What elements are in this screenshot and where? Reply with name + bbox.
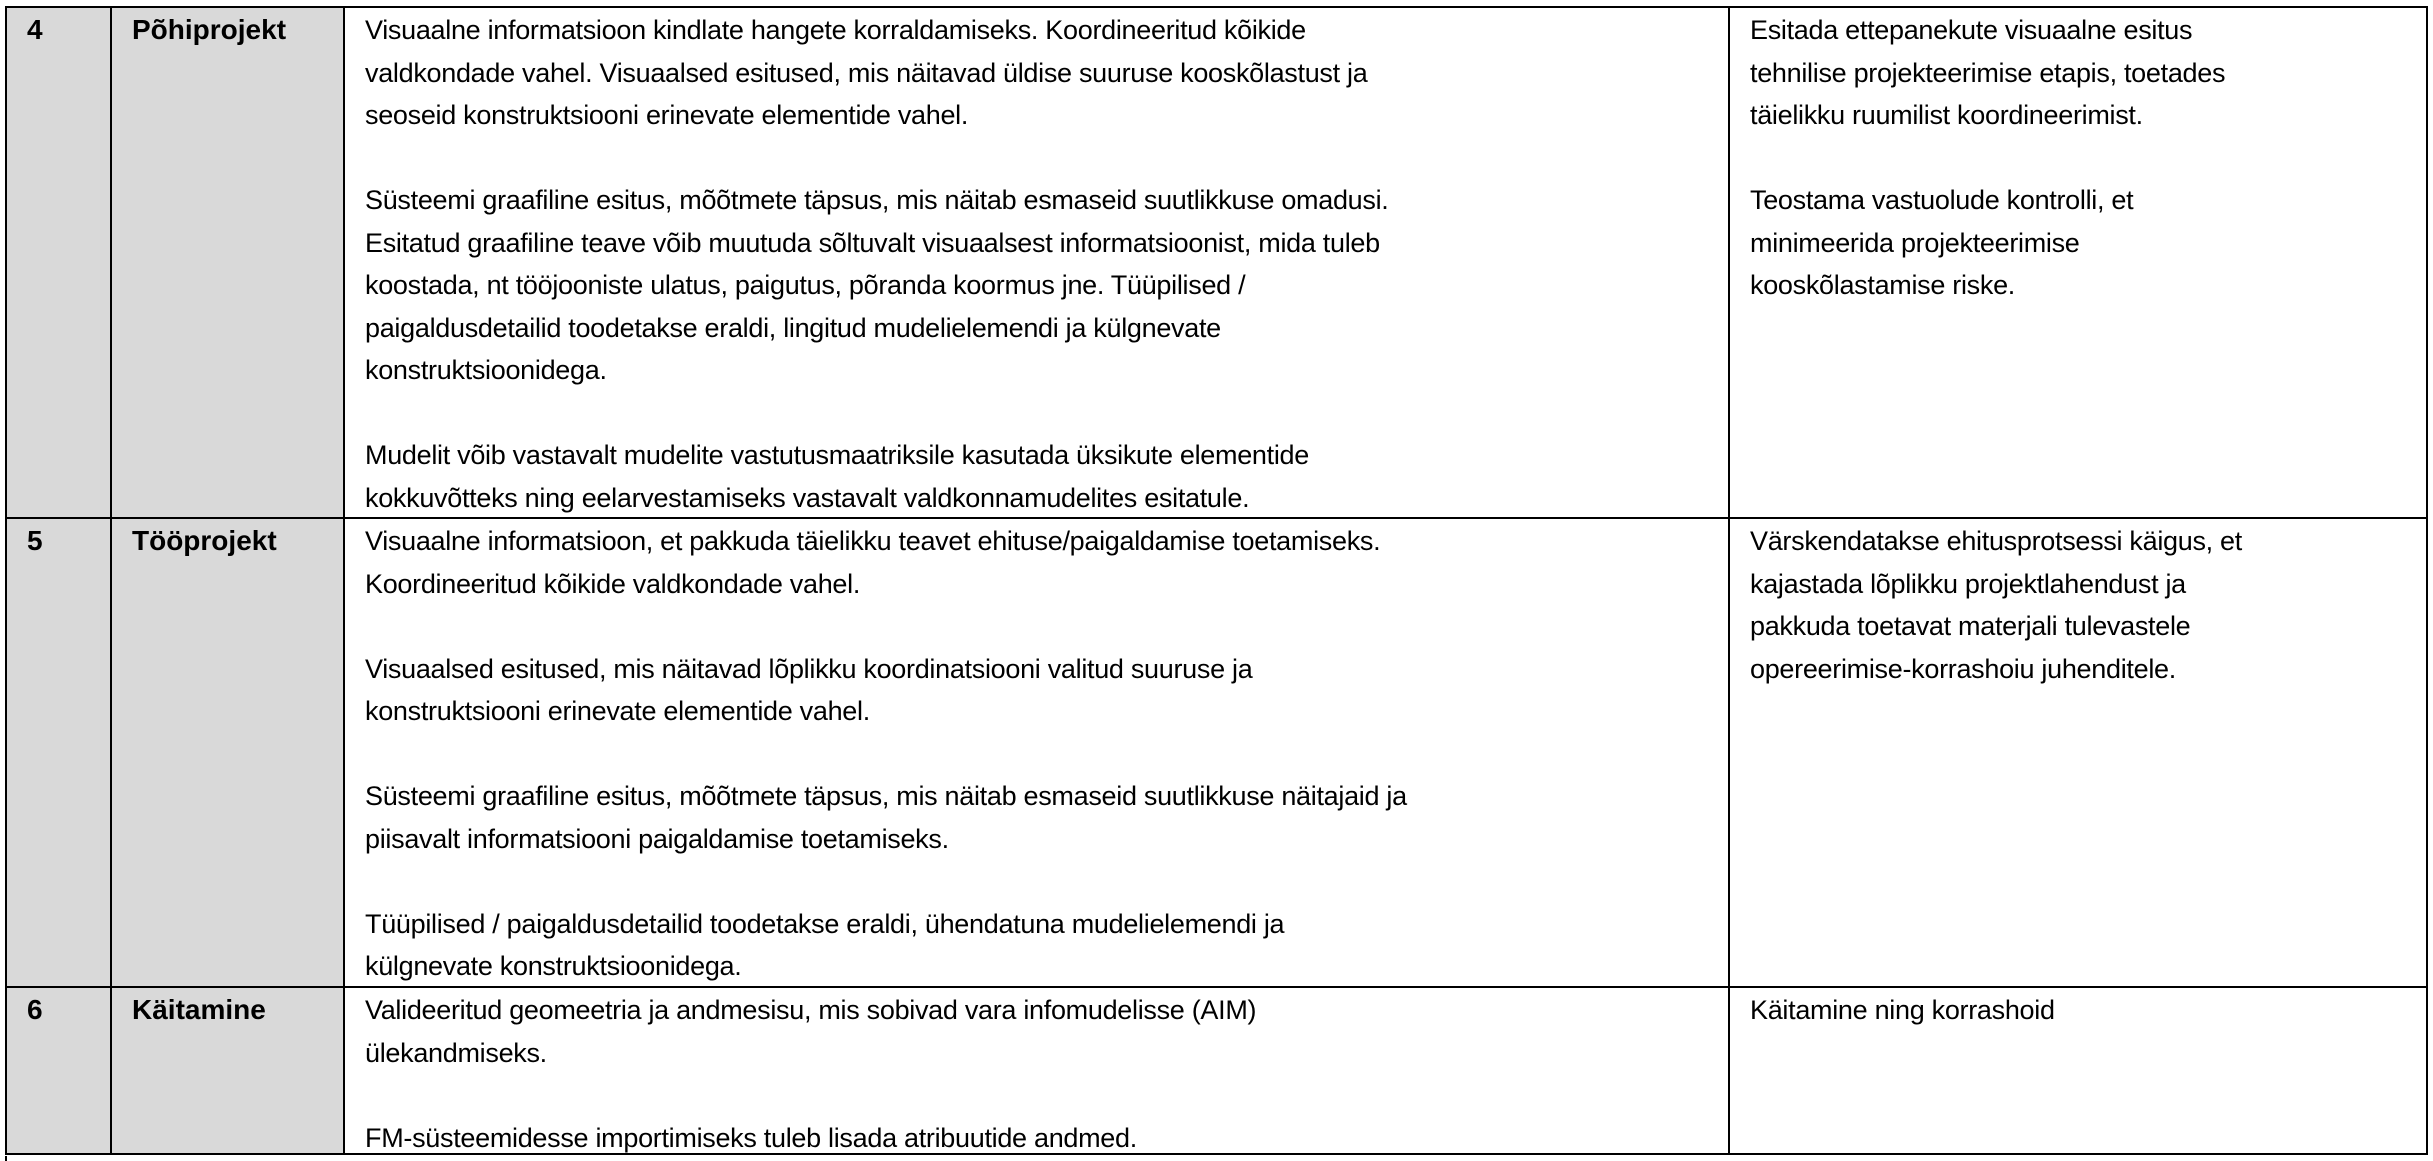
purpose-line: kajastada lõplikku projektlahendust ja <box>1750 568 2186 599</box>
description-line: piisavalt informatsiooni paigaldamise toetamiseks. <box>365 823 949 854</box>
description-line: Mudelit võib vastavalt mudelite vastutusmaatriksile kasutada üksikute elementide <box>365 440 1309 470</box>
description-line: Visuaalne informatsioon, et pakkuda täielikku teavet ehituse/paigaldamise toetamiseks. <box>365 526 1381 556</box>
purpose-cell <box>1730 519 2426 986</box>
description-line: Visuaalne informatsioon kindlate hangete korraldamiseks. Koordineeritud kõikide <box>365 15 1306 45</box>
purpose-line: Teostama vastuolude kontrolli, et <box>1750 185 2134 215</box>
description-line: kokkuvõtteks ning eelarvestamiseks vastavalt valdkonnamudelites esitatule. <box>365 482 1250 513</box>
table-row <box>7 8 2426 517</box>
purpose-cell <box>1730 988 2426 1153</box>
description-line: konstruktsiooni erinevate elementide vahel. <box>365 696 870 726</box>
description-line: valdkondade vahel. Visuaalsed esitused, mis näitavad üldise suuruse kooskõlastust ja <box>365 57 1368 88</box>
stage-number: 6 <box>27 994 43 1025</box>
stage-number-cell <box>7 988 112 1153</box>
stage-name: Käitamine <box>132 994 266 1025</box>
purpose-line: Värskendatakse ehitusprotsessi käigus, et <box>1750 526 2242 556</box>
table-row <box>7 986 2426 1153</box>
description-line: Esitatud graafiline teave võib muutuda sõltuvalt visuaalsest informatsioonist, mida tuleb <box>365 227 1380 258</box>
description-line: seoseid konstruktsiooni erinevate elementide vahel. <box>365 100 969 130</box>
stage-name-cell <box>112 8 345 517</box>
description-line: külgnevate konstruktsioonidega. <box>365 951 742 981</box>
purpose-line: minimeerida projekteerimise <box>1750 227 2080 258</box>
stage-name-cell <box>112 988 345 1153</box>
table-edge-fragment <box>5 1156 7 1161</box>
description-line: Visuaalsed esitused, mis näitavad lõplikku koordinatsiooni valitud suuruse ja <box>365 653 1253 684</box>
description-line: Süsteemi graafiline esitus, mõõtmete täpsus, mis näitab esmaseid suutlikkuse omadusi. <box>365 185 1389 215</box>
stage-number-cell <box>7 519 112 986</box>
stage-number: 4 <box>27 14 43 45</box>
table-row <box>7 517 2426 986</box>
description-line: ülekandmiseks. <box>365 1037 547 1068</box>
stage-name-cell <box>112 519 345 986</box>
purpose-cell <box>1730 8 2426 517</box>
stage-number: 5 <box>27 525 43 556</box>
description-cell <box>345 519 1730 986</box>
purpose-line: tehnilise projekteerimise etapis, toetades <box>1750 57 2226 88</box>
purpose-line: täielikku ruumilist koordineerimist. <box>1750 100 2143 130</box>
description-cell <box>345 988 1730 1153</box>
description-line: Tüüpilised / paigaldusdetailid toodetakse eraldi, ühendatuna mudelielemendi ja <box>365 908 1285 939</box>
purpose-line: pakkuda toetavat materjali tulevastele <box>1750 611 2191 641</box>
description-line: paigaldusdetailid toodetakse eraldi, lingitud mudelielemendi ja külgnevate <box>365 312 1221 343</box>
purpose-line: Esitada ettepanekute visuaalne esitus <box>1750 15 2193 45</box>
purpose-line: Käitamine ning korrashoid <box>1750 995 2055 1025</box>
purpose-line: kooskõlastamise riske. <box>1750 270 2015 300</box>
description-line: koostada, nt tööjooniste ulatus, paigutus, põranda koormus jne. Tüüpilised / <box>365 270 1246 300</box>
description-line: Süsteemi graafiline esitus, mõõtmete täpsus, mis näitab esmaseid suutlikkuse näitajaid ja <box>365 781 1407 811</box>
description-line: Koordineeritud kõikide valdkondade vahel. <box>365 568 861 599</box>
stage-name: Tööprojekt <box>132 525 277 556</box>
description-line: konstruktsioonidega. <box>365 355 607 385</box>
stage-number-cell <box>7 8 112 517</box>
purpose-line: opereerimise-korrashoiu juhenditele. <box>1750 653 2176 684</box>
description-line: Valideeritud geomeetria ja andmesisu, mis sobivad vara infomudelisse (AIM) <box>365 995 1257 1025</box>
description-line: FM-süsteemidesse importimiseks tuleb lisada atribuutide andmed. <box>365 1122 1137 1153</box>
stage-table <box>5 6 2428 1155</box>
description-cell <box>345 8 1730 517</box>
stage-name: Põhiprojekt <box>132 14 287 45</box>
